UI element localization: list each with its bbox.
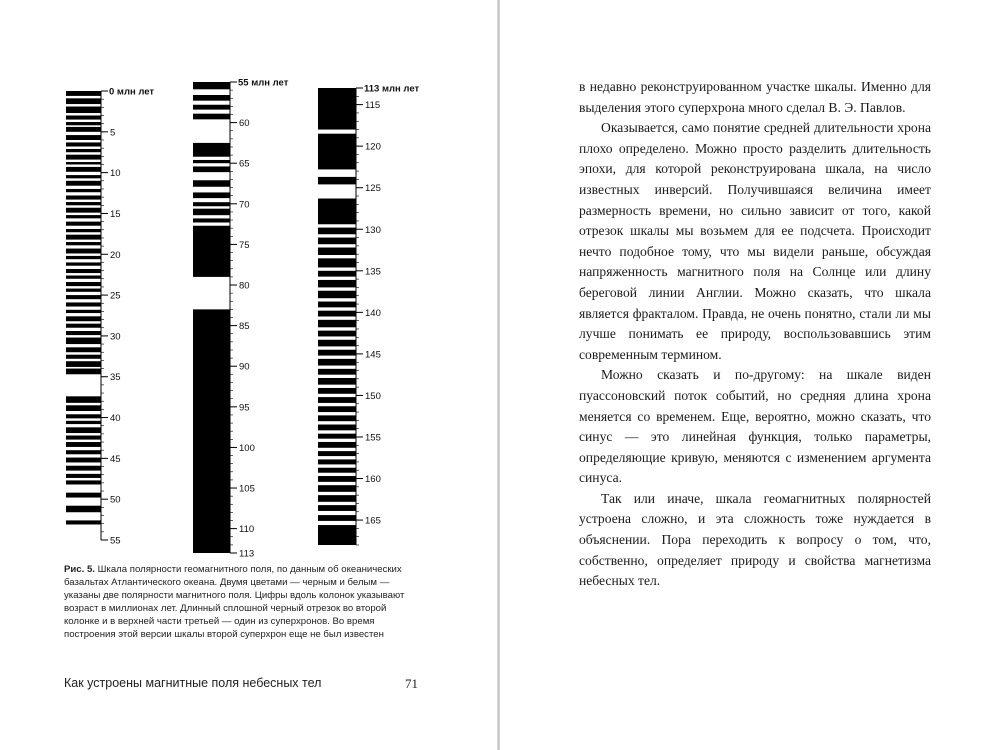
- polarity-band-black: [66, 249, 101, 254]
- axis-tick-label: 50: [110, 494, 121, 506]
- polarity-band-black: [318, 320, 356, 327]
- axis-tick-label: 140: [365, 307, 381, 319]
- polarity-band-black: [318, 238, 356, 245]
- polarity-band-black: [66, 347, 101, 352]
- paragraph-1: в недавно реконструированном участке шкалы. Именно для выделения этого суперхрона много сделал В. Э. Павлов.: [579, 79, 931, 115]
- polarity-band-black: [66, 506, 101, 513]
- polarity-band-black: [318, 505, 356, 511]
- axis-tick-label: 120: [365, 141, 381, 153]
- polarity-band-black: [66, 127, 101, 132]
- polarity-band-black: [318, 459, 356, 464]
- polarity-band-black: [66, 149, 101, 152]
- polarity-band-black: [318, 485, 356, 492]
- polarity-band-black: [66, 302, 101, 306]
- paragraph-3: Можно сказать и по-другому: на шкале виден пуассоновский поток событий, но средняя длина хрона меняется со временем. Еще, вероятно, можно сказать, что синус — это линейная функция, только параметры, определяющие кривую, меняются с изменением аргумента синуса.: [579, 367, 931, 486]
- polarity-band-black: [66, 208, 101, 213]
- polarity-band-black: [66, 115, 101, 119]
- polarity-band-black: [193, 209, 230, 216]
- polarity-band-black: [66, 405, 101, 411]
- axis-tick-label: 40: [110, 413, 121, 425]
- polarity-band-black: [66, 202, 101, 205]
- polarity-band-black: [318, 228, 356, 235]
- polarity-band-black: [193, 192, 230, 198]
- polarity-band-black: [318, 199, 356, 225]
- axis-tick-label: 20: [110, 249, 121, 261]
- polarity-band-black: [66, 195, 101, 199]
- axis-tick-label: 80: [239, 280, 250, 292]
- axis-tick-label: 160: [365, 474, 381, 486]
- polarity-band-black: [318, 451, 356, 456]
- polarity-band-black: [318, 525, 356, 545]
- polarity-band-black: [66, 450, 101, 454]
- axis-tick-label: 10: [110, 168, 121, 180]
- polarity-band-black: [318, 359, 356, 366]
- polarity-band-black: [66, 355, 101, 359]
- polarity-band-black: [66, 436, 101, 440]
- polarity-band-black: [66, 442, 101, 447]
- axis-tick-label: 110: [239, 524, 255, 536]
- axis-tick-label: 60: [239, 118, 250, 130]
- polarity-band-black: [66, 256, 101, 259]
- axis-tick-label: 150: [365, 390, 381, 402]
- polarity-band-black: [318, 434, 356, 439]
- polarity-band-black: [318, 88, 356, 130]
- axis-top-label: 0 млн лет: [109, 86, 155, 98]
- polarity-band-black: [66, 493, 101, 498]
- axis-tick-label: 30: [110, 331, 121, 343]
- polarity-band-black: [66, 167, 101, 172]
- polarity-band-black: [66, 229, 101, 232]
- polarity-band-black: [318, 271, 356, 277]
- polarity-band-black: [318, 378, 356, 385]
- polarity-band-black: [193, 309, 230, 553]
- polarity-band-black: [66, 414, 101, 418]
- axis-tick-label: 165: [365, 515, 381, 527]
- polarity-band-black: [318, 468, 356, 473]
- running-footer-title: Как устроены магнитные поля небесных тел: [64, 676, 322, 690]
- polarity-band-black: [318, 311, 356, 317]
- figure-caption-label: Рис. 5.: [64, 564, 95, 575]
- polarity-band-black: [66, 427, 101, 433]
- polarity-band-black: [66, 98, 101, 104]
- axis-tick-label: 130: [365, 224, 381, 236]
- polarity-band-black: [66, 324, 101, 328]
- polarity-band-black: [193, 218, 230, 222]
- polarity-band-black: [66, 162, 101, 164]
- axis-tick-label: 70: [239, 199, 250, 211]
- polarity-band-black: [66, 474, 101, 478]
- polarity-band-black: [318, 369, 356, 375]
- polarity-band-black: [193, 180, 230, 187]
- polarity-band-black: [66, 215, 101, 218]
- polarity-band-black: [193, 160, 230, 163]
- polarity-band-black: [66, 276, 101, 279]
- polarity-band-black: [193, 114, 230, 120]
- polarity-band-black: [318, 442, 356, 448]
- axis-tick-label: 155: [365, 432, 381, 444]
- polarity-band-black: [193, 143, 230, 157]
- polarity-band-black: [66, 181, 101, 186]
- polarity-band-black: [193, 166, 230, 172]
- polarity-band-black: [66, 222, 101, 226]
- polarity-column-2: [193, 78, 289, 560]
- polarity-band-black: [66, 262, 101, 265]
- axis-top-label: 55 млн лет: [238, 77, 289, 89]
- axis-tick-label: 55: [110, 535, 121, 547]
- polarity-band-black: [318, 515, 356, 521]
- polarity-band-black: [318, 340, 356, 347]
- axis-tick-label: 135: [365, 266, 381, 278]
- axis-tick-label: 90: [239, 361, 250, 373]
- axis-tick-label: 95: [239, 402, 250, 414]
- polarity-band-black: [193, 95, 230, 101]
- polarity-band-black: [66, 295, 101, 299]
- axis-tick-label: 105: [239, 483, 255, 495]
- polarity-band-black: [66, 396, 101, 403]
- polarity-band-black: [66, 135, 101, 140]
- polarity-band-black: [318, 388, 356, 394]
- polarity-band-black: [193, 82, 230, 89]
- axis-tick-label: 113: [239, 548, 255, 560]
- polarity-band-black: [66, 91, 101, 96]
- page-number: 71: [405, 676, 418, 691]
- polarity-band-black: [318, 258, 356, 267]
- polarity-band-black: [66, 338, 101, 345]
- polarity-band-black: [66, 316, 101, 321]
- polarity-band-black: [318, 134, 356, 170]
- axis-tick-label: 35: [110, 372, 121, 384]
- polarity-band-black: [66, 289, 101, 292]
- polarity-band-black: [318, 280, 356, 287]
- axis-tick-label: 45: [110, 453, 121, 465]
- figure-caption: [64, 563, 414, 641]
- polarity-band-black: [66, 331, 101, 335]
- polarity-column-1: [66, 87, 154, 547]
- polarity-band-black: [66, 122, 101, 125]
- polarity-band-black: [318, 177, 356, 184]
- polarity-band-black: [318, 248, 356, 255]
- polarity-band-black: [318, 425, 356, 431]
- polarity-band-black: [193, 226, 230, 277]
- figure-caption-text: Шкала полярности геомагнитного поля, по данным об океанических базальтах Атлантического океана. Двумя цветами — черным и белым — указаны две полярности магнитного поля. Цифры вдоль колонок указывают возраст в миллионах лет. Длинный сплошной черный отрезок во второй колонке и в верхней части третьей — один из суперхронов. Во время построения этой версии шкалы второй суперхрон еще не был известен: [64, 564, 405, 640]
- axis-tick-label: 5: [110, 127, 116, 139]
- polarity-band-black: [66, 155, 101, 160]
- polarity-band-black: [318, 415, 356, 421]
- axis-tick-label: 15: [110, 208, 121, 220]
- body-text: [579, 77, 931, 592]
- polarity-band-black: [66, 282, 101, 286]
- axis-tick-label: 25: [110, 290, 121, 302]
- polarity-band-black: [66, 520, 101, 524]
- polarity-band-black: [66, 242, 101, 245]
- polarity-band-black: [66, 142, 101, 146]
- polarity-band-black: [318, 302, 356, 308]
- polarity-band-black: [318, 350, 356, 356]
- polarity-band-black: [318, 291, 356, 298]
- polarity-band-black: [66, 107, 101, 114]
- polarity-band-black: [66, 189, 101, 192]
- polarity-band-black: [318, 397, 356, 403]
- polarity-band-black: [318, 476, 356, 482]
- polarity-band-black: [66, 466, 101, 471]
- polarity-column-3: [318, 84, 419, 546]
- polarity-scale-figure: [0, 0, 498, 560]
- polarity-band-black: [66, 269, 101, 273]
- axis-tick-label: 85: [239, 321, 250, 333]
- polarity-band-black: [66, 235, 101, 240]
- polarity-band-black: [66, 458, 101, 463]
- polarity-band-black: [66, 421, 101, 424]
- polarity-band-black: [318, 331, 356, 337]
- polarity-band-black: [193, 202, 230, 206]
- polarity-band-black: [66, 175, 101, 178]
- polarity-band-black: [66, 361, 101, 367]
- polarity-band-black: [66, 369, 101, 375]
- polarity-band-black: [66, 310, 101, 313]
- polarity-band-black: [66, 480, 101, 484]
- polarity-band-black: [318, 406, 356, 412]
- axis-top-label: 113 млн лет: [364, 83, 420, 95]
- paragraph-4: Так или иначе, шкала геомагнитных полярностей устроена сложно, и эта сложность тоже нуждается в объяснении. Пора переходить к вопросу о том, что, собственно, определяет природу и свойства магнетизма небесных тел.: [579, 490, 931, 589]
- polarity-band-black: [193, 105, 230, 110]
- axis-tick-label: 115: [365, 100, 381, 112]
- axis-tick-label: 75: [239, 239, 250, 251]
- paragraph-2: Оказывается, само понятие средней длительности хрона плохо определено. Можно просто разделить длительность эпохи, для которой реконструирована шкала, на число известных инверсий. Получившаяся величина имеет размерность времени, но сильно зависит от того, какой отрезок шкалы мы возьмем для ее подсчета. Происходит нечто подобное тому, что мы видели раньше, обсуждая напряженность магнитного поля на Солнце или длину береговой линии Англии. Можно сказать, что шкала является фракталом. Правда, не очень понятно, стали ли мы лучше понимать ее природу, воспользовавшись этим современным термином.: [579, 120, 931, 362]
- axis-tick-label: 145: [365, 349, 381, 361]
- polarity-band-black: [318, 495, 356, 502]
- left-page: [0, 0, 498, 750]
- axis-tick-label: 125: [365, 183, 381, 195]
- axis-tick-label: 65: [239, 158, 250, 170]
- axis-tick-label: 100: [239, 442, 255, 454]
